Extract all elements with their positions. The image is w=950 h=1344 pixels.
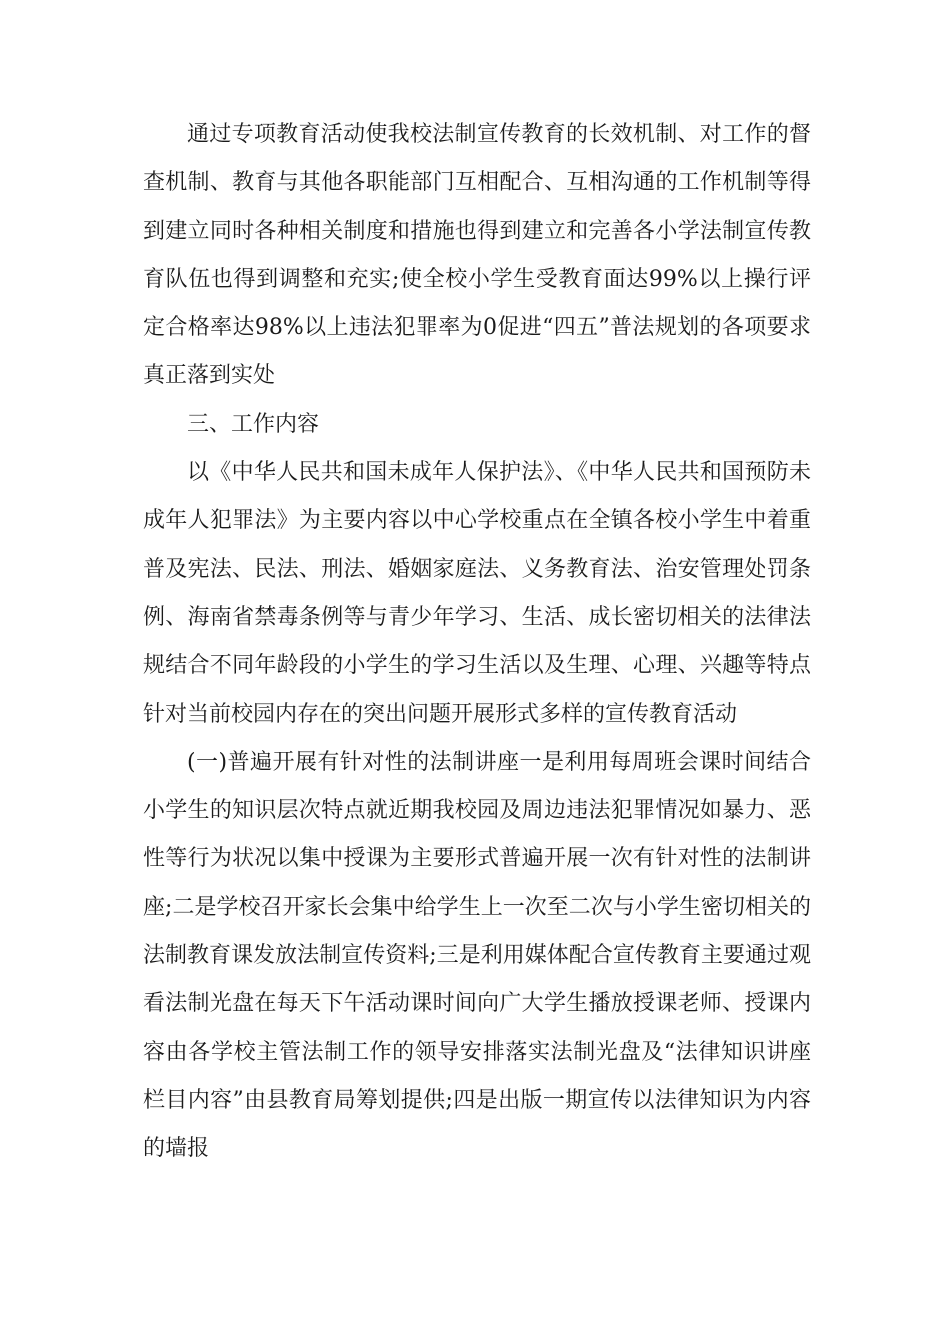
section-heading-work-content: 三、工作内容 [187,411,320,437]
document-body [143,111,811,1174]
paragraph-lectures: (一)普遍开展有针对性的法制讲座一是利用每周班会课时间结合小学生的知识层次特点就近期我校园及周边违法犯罪情况如暴力、恶性等行为状况以集中授课为主要形式普遍开展一次有针对性的法制讲座;二是学校召开家长会集中给学生上一次至二次与小学生密切相关的法制教育课发放法制宣传资料;三是利用媒体配合宣传教育主要通过观看法制光盘在每天下午活动课时间向广大学生播放授课老师、授课内容由各学校主管法制工作的领导安排落实法制光盘及“法律知识讲座栏目内容”由县教育局筹划提供;四是出版一期宣传以法律知识为内容的墙报 [143,749,811,1162]
paragraph-mechanism: 通过专项教育活动使我校法制宣传教育的长效机制、对工作的督查机制、教育与其他各职能部门互相配合、互相沟通的工作机制等得到建立同时各种相关制度和措施也得到建立和完善各小学法制宣传教育队伍也得到调整和充实;使全校小学生受教育面达99%以上操行评定合格率达98%以上违法犯罪率为0促进“四五”普法规划的各项要求真正落到实处 [143,122,811,389]
paragraph-content-laws: 以《中华人民共和国未成年人保护法》、《中华人民共和国预防未成年人犯罪法》为主要内容以中心学校重点在全镇各校小学生中着重普及宪法、民法、刑法、婚姻家庭法、义务教育法、治安管理处罚条例、海南省禁毒条例等与青少年学习、生活、成长密切相关的法律法规结合不同年龄段的小学生的学习生活以及生理、心理、兴趣等特点针对当前校园内存在的突出问题开展形式多样的宣传教育活动 [143,460,811,727]
